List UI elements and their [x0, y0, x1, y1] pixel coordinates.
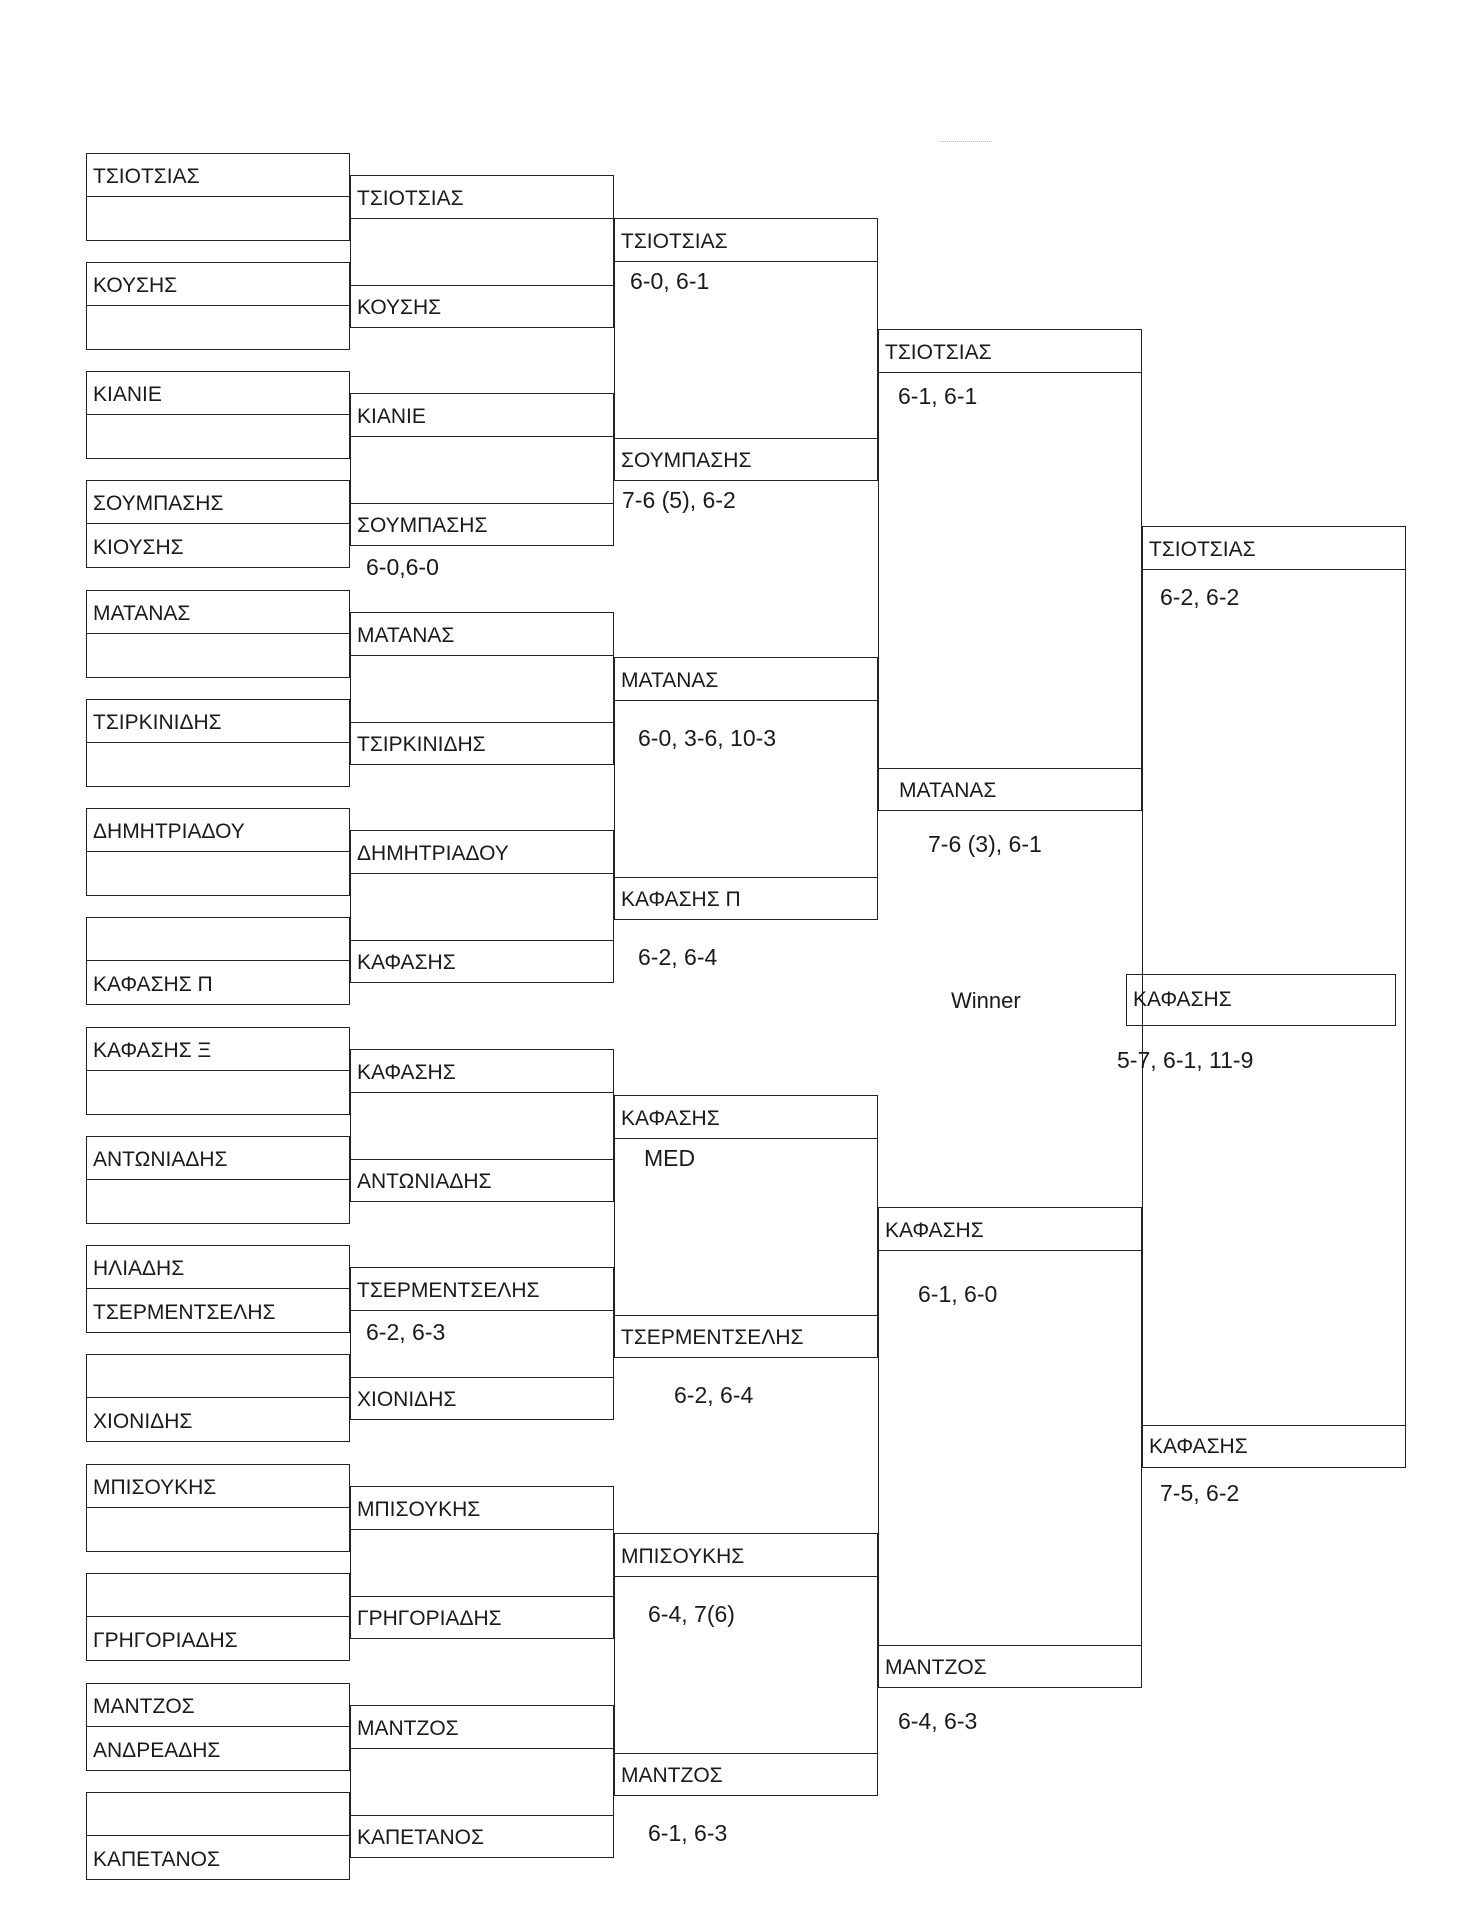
final-divider [1143, 1425, 1405, 1426]
round2-player: ΓΡΗΓΟΡΙΑΔΗΣ [357, 1607, 502, 1630]
round2-player: ΜΑΝΤΖΟΣ [357, 1717, 459, 1740]
round3-score: 6-0, 3-6, 10-3 [638, 725, 777, 751]
round4-score: 6-1, 6-0 [918, 1281, 998, 1307]
round3-player: ΜΑΝΤΖΟΣ [621, 1764, 723, 1787]
round3-divider [615, 1753, 877, 1754]
round2-divider [351, 1377, 613, 1378]
round2-score: 6-0,6-0 [366, 554, 439, 580]
round1-divider [87, 523, 349, 524]
round1-player-bottom: ΤΣΕΡΜΕΝΤΣΕΛΗΣ [93, 1301, 276, 1324]
round1-player-top: ΤΣΙΡΚΙΝΙΔΗΣ [93, 711, 222, 734]
round2-divider [351, 1815, 613, 1816]
round3-divider [615, 1138, 877, 1139]
round3-player: ΚΑΦΑΣΗΣ Π [621, 888, 741, 911]
round4-divider [879, 1250, 1141, 1251]
round4-player: ΚΑΦΑΣΗΣ [885, 1219, 984, 1242]
round4-score: 7-6 (3), 6-1 [928, 831, 1042, 857]
round4-player: ΤΣΙΟΤΣΙΑΣ [885, 341, 992, 364]
round2-divider [351, 655, 613, 656]
round1-match [86, 590, 350, 678]
round2-divider [351, 503, 613, 504]
round2-player: ΤΣΙΟΤΣΙΑΣ [357, 187, 464, 210]
round3-bracket [614, 1533, 878, 1796]
round1-match [86, 1683, 350, 1771]
round1-player-top: ΜΑΤΑΝΑΣ [93, 602, 191, 625]
round1-player-bottom: ΚΑΦΑΣΗΣ Π [93, 973, 213, 996]
semi-player: ΚΑΦΑΣΗΣ [1149, 1435, 1248, 1458]
round1-divider [87, 1835, 349, 1836]
round4-player: ΜΑΤΑΝΑΣ [899, 779, 997, 802]
winner-name: ΚΑΦΑΣΗΣ [1133, 988, 1232, 1011]
round1-match [86, 1573, 350, 1661]
round2-divider [351, 1310, 613, 1311]
round2-divider [351, 1748, 613, 1749]
round2-divider [351, 436, 613, 437]
round2-bracket [350, 612, 614, 765]
round3-score: 6-2, 6-4 [638, 944, 718, 970]
round2-divider [351, 1529, 613, 1530]
round3-divider [615, 877, 877, 878]
round1-player-bottom: ΚΙΟΥΣΗΣ [93, 536, 184, 559]
round3-bracket [614, 218, 878, 481]
winner-score: 5-7, 6-1, 11-9 [1117, 1047, 1254, 1073]
round1-divider [87, 633, 349, 634]
round2-player: ΤΣΕΡΜΕΝΤΣΕΛΗΣ [357, 1279, 540, 1302]
round1-player-bottom: ΚΑΠΕΤΑΝΟΣ [93, 1848, 220, 1871]
winner-box [1126, 974, 1396, 1026]
round2-divider [351, 873, 613, 874]
round1-match [86, 1792, 350, 1880]
round1-player-top: ΣΟΥΜΠΑΣΗΣ [93, 492, 224, 515]
round3-player: ΚΑΦΑΣΗΣ [621, 1107, 720, 1130]
round3-bracket [614, 1095, 878, 1358]
round3-score: MED [644, 1145, 696, 1171]
round4-divider [879, 372, 1141, 373]
round2-divider [351, 285, 613, 286]
round2-player: ΧΙΟΝΙΔΗΣ [357, 1388, 457, 1411]
round1-divider [87, 960, 349, 961]
round1-match [86, 1464, 350, 1552]
round4-player: ΜΑΝΤΖΟΣ [885, 1656, 987, 1679]
round1-player-bottom: ΧΙΟΝΙΔΗΣ [93, 1410, 193, 1433]
round2-divider [351, 722, 613, 723]
round1-match [86, 917, 350, 1005]
round3-player: ΣΟΥΜΠΑΣΗΣ [621, 449, 752, 472]
round3-player: ΤΣΕΡΜΕΝΤΣΕΛΗΣ [621, 1326, 804, 1349]
round3-score: 6-2, 6-4 [674, 1382, 754, 1408]
round2-bracket [350, 1486, 614, 1639]
round1-player-top: ΚΑΦΑΣΗΣ Ξ [93, 1039, 212, 1062]
round3-score: 6-4, 7(6) [648, 1601, 735, 1627]
round2-score: 6-2, 6-3 [366, 1319, 446, 1345]
round1-match [86, 699, 350, 787]
round2-player: ΚΙΑΝΙΕ [357, 405, 426, 428]
round2-bracket [350, 393, 614, 546]
round1-divider [87, 1726, 349, 1727]
round3-player: ΤΣΙΟΤΣΙΑΣ [621, 230, 728, 253]
round1-match [86, 808, 350, 896]
round3-score: 7-6 (5), 6-2 [622, 487, 736, 513]
round2-player: ΜΠΙΣΟΥΚΗΣ [357, 1498, 481, 1521]
semi-player: ΤΣΙΟΤΣΙΑΣ [1149, 538, 1256, 561]
round2-player: ΑΝΤΩΝΙΑΔΗΣ [357, 1170, 492, 1193]
round1-match [86, 480, 350, 568]
round2-player: ΔΗΜΗΤΡΙΑΔΟΥ [357, 842, 509, 865]
round1-divider [87, 196, 349, 197]
round1-match [86, 1354, 350, 1442]
round2-player: ΚΑΦΑΣΗΣ [357, 1061, 456, 1084]
round1-player-bottom: ΓΡΗΓΟΡΙΑΔΗΣ [93, 1629, 238, 1652]
round1-divider [87, 1070, 349, 1071]
semi-score: 7-5, 6-2 [1160, 1480, 1240, 1506]
round4-score: 6-4, 6-3 [898, 1708, 978, 1734]
round2-bracket [350, 1049, 614, 1202]
round2-bracket [350, 175, 614, 328]
round3-score: 6-1, 6-3 [648, 1820, 728, 1846]
round1-divider [87, 851, 349, 852]
round1-player-top: ΚΙΑΝΙΕ [93, 383, 162, 406]
round1-divider [87, 742, 349, 743]
round2-divider [351, 218, 613, 219]
round1-match [86, 1027, 350, 1115]
round4-score: 6-1, 6-1 [898, 383, 978, 409]
semi-score: 6-2, 6-2 [1160, 584, 1240, 610]
round3-divider [615, 700, 877, 701]
round1-player-top: ΚΟΥΣΗΣ [93, 274, 178, 297]
round2-divider [351, 1159, 613, 1160]
round1-divider [87, 1616, 349, 1617]
round1-player-top: ΜΑΝΤΖΟΣ [93, 1695, 195, 1718]
round2-divider [351, 940, 613, 941]
round2-divider [351, 1092, 613, 1093]
round1-match [86, 1136, 350, 1224]
round2-player: ΚΑΠΕΤΑΝΟΣ [357, 1826, 484, 1849]
round1-player-bottom: ΑΝΔΡΕΑΔΗΣ [93, 1739, 221, 1762]
round4-divider [879, 1645, 1141, 1646]
round1-player-top: ΑΝΤΩΝΙΑΔΗΣ [93, 1148, 228, 1171]
round1-player-top: ΔΗΜΗΤΡΙΑΔΟΥ [93, 820, 245, 843]
round1-divider [87, 1507, 349, 1508]
round4-bracket [878, 1207, 1142, 1688]
round1-divider [87, 305, 349, 306]
final-divider [1143, 569, 1405, 570]
round4-divider [879, 768, 1141, 769]
round2-bracket [350, 1705, 614, 1858]
winner-label: Winner [951, 988, 1021, 1013]
round2-bracket [350, 830, 614, 983]
round1-match [86, 153, 350, 241]
round3-divider [615, 1576, 877, 1577]
round1-divider [87, 414, 349, 415]
round1-player-top: ΜΠΙΣΟΥΚΗΣ [93, 1476, 217, 1499]
round3-player: ΜΠΙΣΟΥΚΗΣ [621, 1545, 745, 1568]
round1-match [86, 371, 350, 459]
round3-divider [615, 261, 877, 262]
round1-match [86, 1245, 350, 1333]
round2-player: ΣΟΥΜΠΑΣΗΣ [357, 514, 488, 537]
round2-player: ΚΑΦΑΣΗΣ [357, 951, 456, 974]
round1-divider [87, 1288, 349, 1289]
round2-player: ΚΟΥΣΗΣ [357, 296, 442, 319]
faint-mark [940, 141, 992, 142]
round2-divider [351, 1596, 613, 1597]
round1-player-top: ΗΛΙΑΔΗΣ [93, 1257, 185, 1280]
round1-divider [87, 1397, 349, 1398]
round3-score: 6-0, 6-1 [630, 268, 710, 294]
round2-player: ΤΣΙΡΚΙΝΙΔΗΣ [357, 733, 486, 756]
round3-divider [615, 1315, 877, 1316]
round3-bracket [614, 657, 878, 920]
round3-player: ΜΑΤΑΝΑΣ [621, 669, 719, 692]
round1-match [86, 262, 350, 350]
round2-player: ΜΑΤΑΝΑΣ [357, 624, 455, 647]
round3-divider [615, 438, 877, 439]
round1-player-top: ΤΣΙΟΤΣΙΑΣ [93, 165, 200, 188]
round1-divider [87, 1179, 349, 1180]
